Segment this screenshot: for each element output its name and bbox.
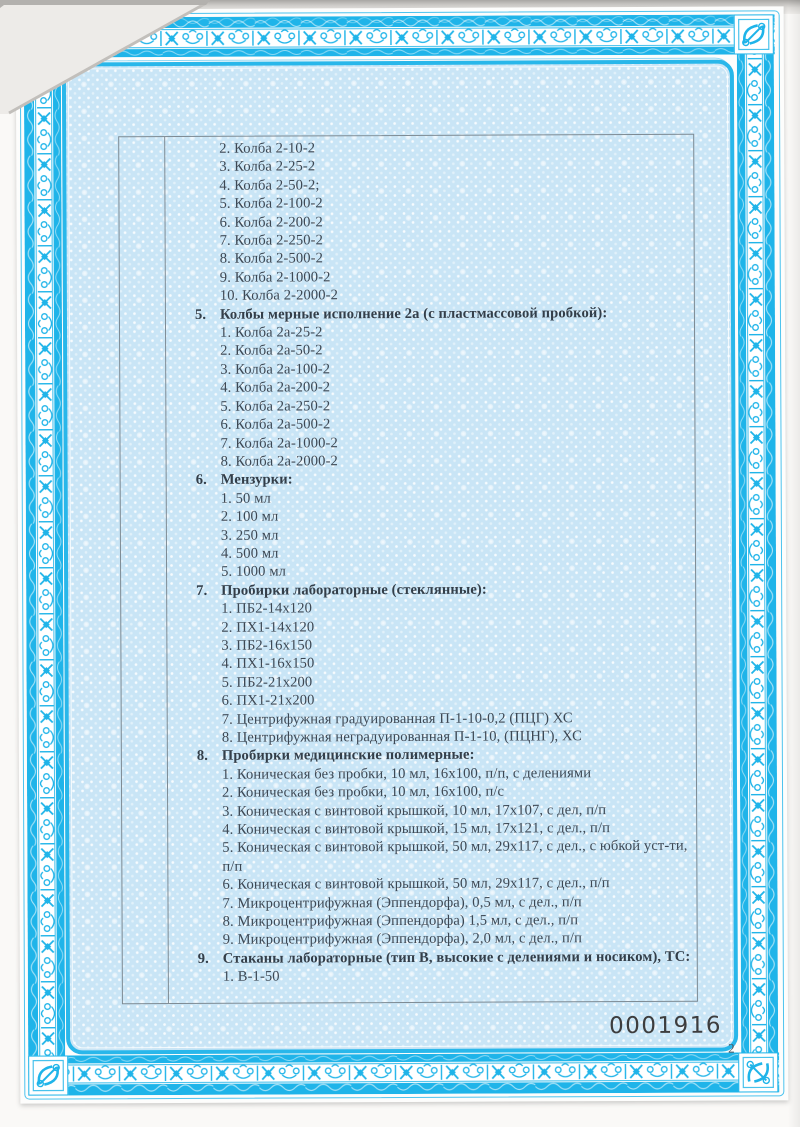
section-title: Мензурки: bbox=[220, 471, 293, 489]
list-item: 5. 1000 мл bbox=[221, 563, 287, 581]
ornamental-border-left bbox=[24, 17, 66, 1095]
list-item: 1. В-1-50 bbox=[222, 968, 280, 986]
section-number: 6. bbox=[195, 472, 207, 489]
section-header bbox=[196, 579, 689, 599]
section-title: Пробирки лабораторные (стеклянные): bbox=[221, 581, 487, 599]
list-item: 8. Колба 2а-2000-2 bbox=[220, 453, 338, 470]
folded-corner bbox=[0, 0, 215, 120]
list-item: 8. Центрифужная неградуированная П-1-10, (ПЦНГ), ХС bbox=[221, 728, 582, 746]
list-item: 4. Колба 2-50-2; bbox=[219, 177, 320, 194]
table-content-column bbox=[165, 135, 697, 1003]
list-item: 2. ПХ1-14х120 bbox=[221, 618, 315, 636]
corner-ornament-bottom-left bbox=[28, 1055, 68, 1095]
list-item: 9. Колба 2-1000-2 bbox=[219, 269, 331, 286]
list-item: 7. Центрифужная градуированная П-1-10-0,2 (ПЦГ) ХС bbox=[221, 709, 573, 728]
list-item: 2. Колба 2-10-2 bbox=[219, 140, 316, 157]
corner-ornament-bottom-right bbox=[738, 1052, 778, 1092]
list-item: 6. Колба 2-200-2 bbox=[219, 213, 323, 231]
list-item: 10. Колба 2-2000-2 bbox=[219, 287, 339, 305]
list-item: 8. Колба 2-500-2 bbox=[219, 250, 324, 268]
list-item: 5. Коническая с винтовой крышкой, 50 мл, 29х117, с дел., с юбкой уст-ти, п/п bbox=[222, 838, 688, 875]
corner-ornament-top-right bbox=[734, 14, 774, 54]
list-item: 7. Микроцентрифужная (Эппендорфа), 0,5 мл, с дел., п/п bbox=[222, 893, 582, 912]
section-number: 8. bbox=[196, 748, 209, 765]
list-item: 1. 50 мл bbox=[220, 490, 271, 507]
list-item: 2. Колба 2а-50-2 bbox=[220, 342, 323, 360]
list-item: 2. 100 мл bbox=[220, 508, 279, 525]
list-item: 6. Колба 2а-500-2 bbox=[220, 416, 331, 433]
list-item: 3. Коническая с винтовой крышкой, 10 мл, 17х107, с дел, п/п bbox=[222, 801, 607, 820]
list-item: 7. Колба 2-250-2 bbox=[219, 232, 324, 249]
section-header bbox=[195, 469, 689, 489]
list-item: 3. Колба 2а-100-2 bbox=[220, 361, 331, 378]
ornamental-border-bottom bbox=[29, 1052, 779, 1095]
list-item: 8. Микроцентрифужная (Эппендорфа) 1,5 мл, с дел., п/п bbox=[222, 912, 579, 930]
section-title: Стаканы лабораторные (тип В, высокие с делениями и носиком), ТС: bbox=[222, 948, 691, 967]
list-item: 3. ПБ2-16х150 bbox=[221, 637, 313, 654]
section-header bbox=[197, 948, 691, 968]
section-header bbox=[196, 745, 690, 765]
section-number: 9. bbox=[197, 950, 209, 967]
table-empty-column bbox=[119, 137, 169, 1003]
list-item: 4. Колба 2а-200-2 bbox=[220, 379, 331, 397]
list-item: 5. Колба 2а-250-2 bbox=[220, 397, 331, 415]
section-title: Пробирки медицинские полимерные: bbox=[221, 747, 475, 765]
list-item: 5. ПБ2-21х200 bbox=[221, 674, 313, 691]
list-item: 1. Колба 2а-25-2 bbox=[219, 324, 323, 341]
list-item: 1. ПБ2-14х120 bbox=[221, 600, 313, 617]
section-title: Колбы мерные исполнение 2а (с пластмассовой пробкой): bbox=[219, 304, 608, 323]
list-item: 3. 250 мл bbox=[220, 527, 279, 544]
serial-number: 0001916 bbox=[609, 1012, 723, 1040]
list-item: 7. Колба 2а-1000-2 bbox=[220, 434, 338, 452]
section-header bbox=[194, 303, 688, 323]
list-item: 4. 500 мл bbox=[220, 545, 279, 562]
ornamental-border-right bbox=[737, 14, 779, 1092]
section-number: 5. bbox=[194, 306, 207, 323]
list-item: 3. Колба 2-25-2 bbox=[219, 158, 316, 176]
section-number: 7. bbox=[196, 582, 208, 599]
list-item: 6. Коническая с винтовой крышкой, 50 мл, 29х117, с дел., п/п bbox=[222, 875, 610, 894]
page-number: 2 bbox=[728, 1040, 735, 1056]
list-item: 4. ПХ1-16х150 bbox=[221, 655, 315, 673]
list-item: 6. ПХ1-21х200 bbox=[221, 692, 315, 709]
list-item: 9. Микроцентрифужная (Эппендорфа), 2,0 мл, с дел., п/п bbox=[222, 930, 583, 949]
certificate-page bbox=[16, 6, 789, 1103]
equipment-table bbox=[118, 134, 698, 1005]
list-item: 1. Коническая без пробки, 10 мл, 16х100, п/п, с делениями bbox=[221, 764, 592, 783]
scanner-right-shadow bbox=[788, 0, 800, 1127]
list-item: 4. Коническая с винтовой крышкой, 15 мл, 17х121, с дел., п/п bbox=[222, 820, 611, 838]
list-body bbox=[194, 138, 691, 987]
list-item: 2. Коническая без пробки, 10 мл, 16х100, п/с bbox=[222, 783, 505, 802]
list-item: 5. Колба 2-100-2 bbox=[219, 195, 323, 213]
